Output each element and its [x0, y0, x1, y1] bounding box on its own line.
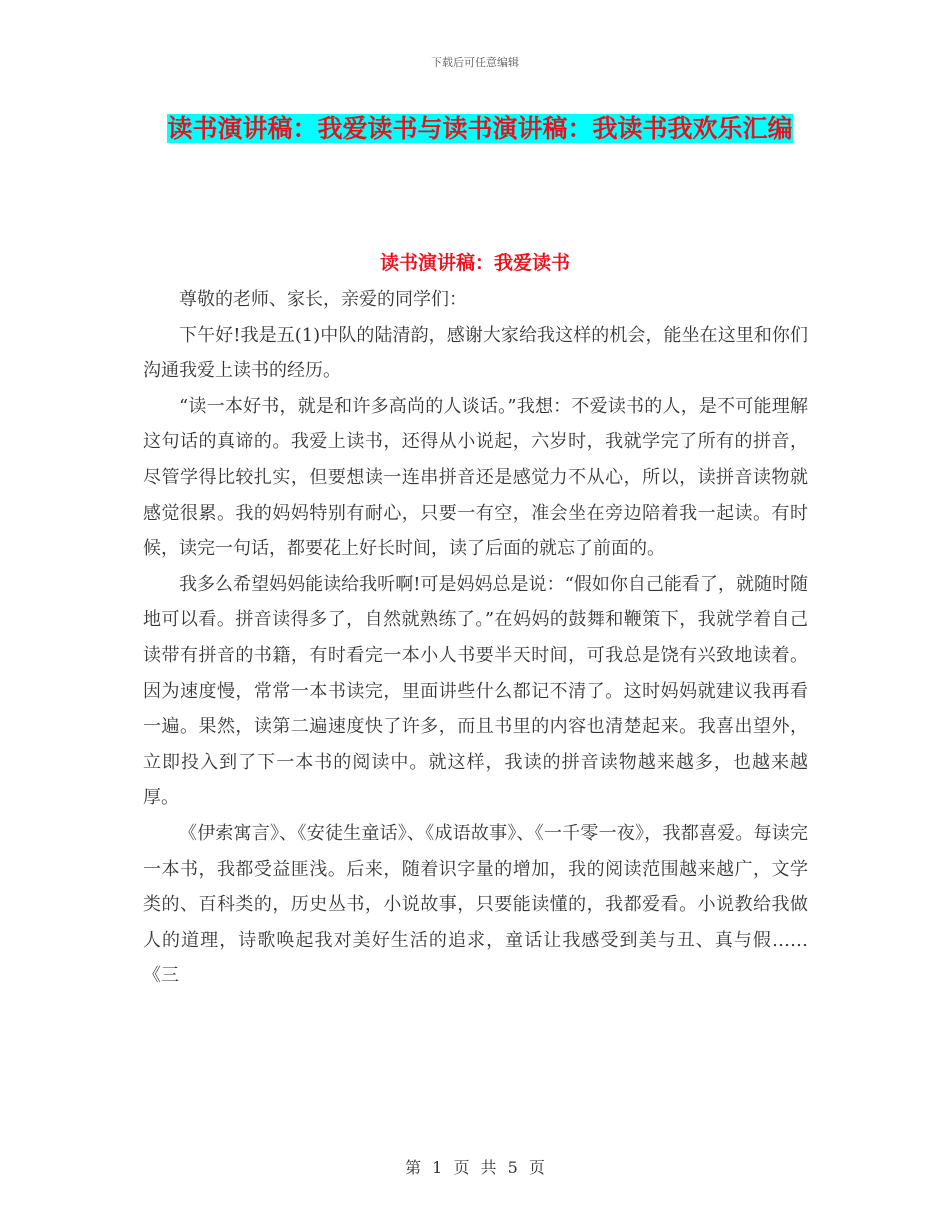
paragraph: 《伊索寓言》、《安徒生童话》、《成语故事》、《一千零一夜》，我都喜爱。每读完一本书，我都受益匪浅。后来，随着识字量的增加，我的阅读范围越来越广，文学类的、百科类的，历史丛书，小说故事，只要能读懂的，我都爱看。小说教给我做人的道理，诗歌唤起我对美好生活的追求，童话让我感受到美与丑、真与假……《三	[143, 822, 808, 987]
header-note: 下载后可任意编辑	[431, 56, 519, 69]
paragraph-greeting: 下午好!我是五(1)中队的陆清韵，感谢大家给我这样的机会，能坐在这里和你们沟通我爱上读书的经历。	[143, 324, 808, 382]
body-text	[143, 282, 808, 994]
paragraph: “读一本好书，就是和许多高尚的人谈话。”我想：不爱读书的人，是不可能理解这句话的真谛的。我爱上读书，还得从小说起，六岁时，我就学完了所有的拼音，尽管学得比较扎实，但要想读一连串拼音还是感觉力不从心，所以，读拼音读物就感觉很累。我的妈妈特别有耐心，只要一有空，准会坐在旁边陪着我一起读。有时候，读完一句话，都要花上好长时间，读了后面的就忘了前面的。	[143, 395, 808, 560]
page-footer: 第 1 页 共 5 页	[405, 1158, 545, 1177]
section-title: 读书演讲稿：我爱读书	[379, 252, 570, 274]
paragraph-salutation: 尊敬的老师、家长，亲爱的同学们：	[179, 289, 467, 310]
document-title	[140, 104, 820, 154]
document-title-text: 读书演讲稿：我爱读书与读书演讲稿：我读书我欢乐汇编	[167, 114, 793, 143]
paragraph: 我多么希望妈妈能读给我听啊!可是妈妈总是说：“假如你自己能看了，就随时随地可以看。拼音读得多了，自然就熟练了。”在妈妈的鼓舞和鞭策下，我就学着自己读带有拼音的书籍，有时看完一本小人书要半天时间，可我总是饶有兴致地读着。因为速度慢，常常一本书读完，里面讲些什么都记不清了。这时妈妈就建议我再看一遍。果然，读第二遍速度快了许多，而且书里的内容也清楚起来。我喜出望外，立即投入到了下一本书的阅读中。就这样，我读的拼音读物越来越多，也越来越厚。	[143, 573, 808, 809]
